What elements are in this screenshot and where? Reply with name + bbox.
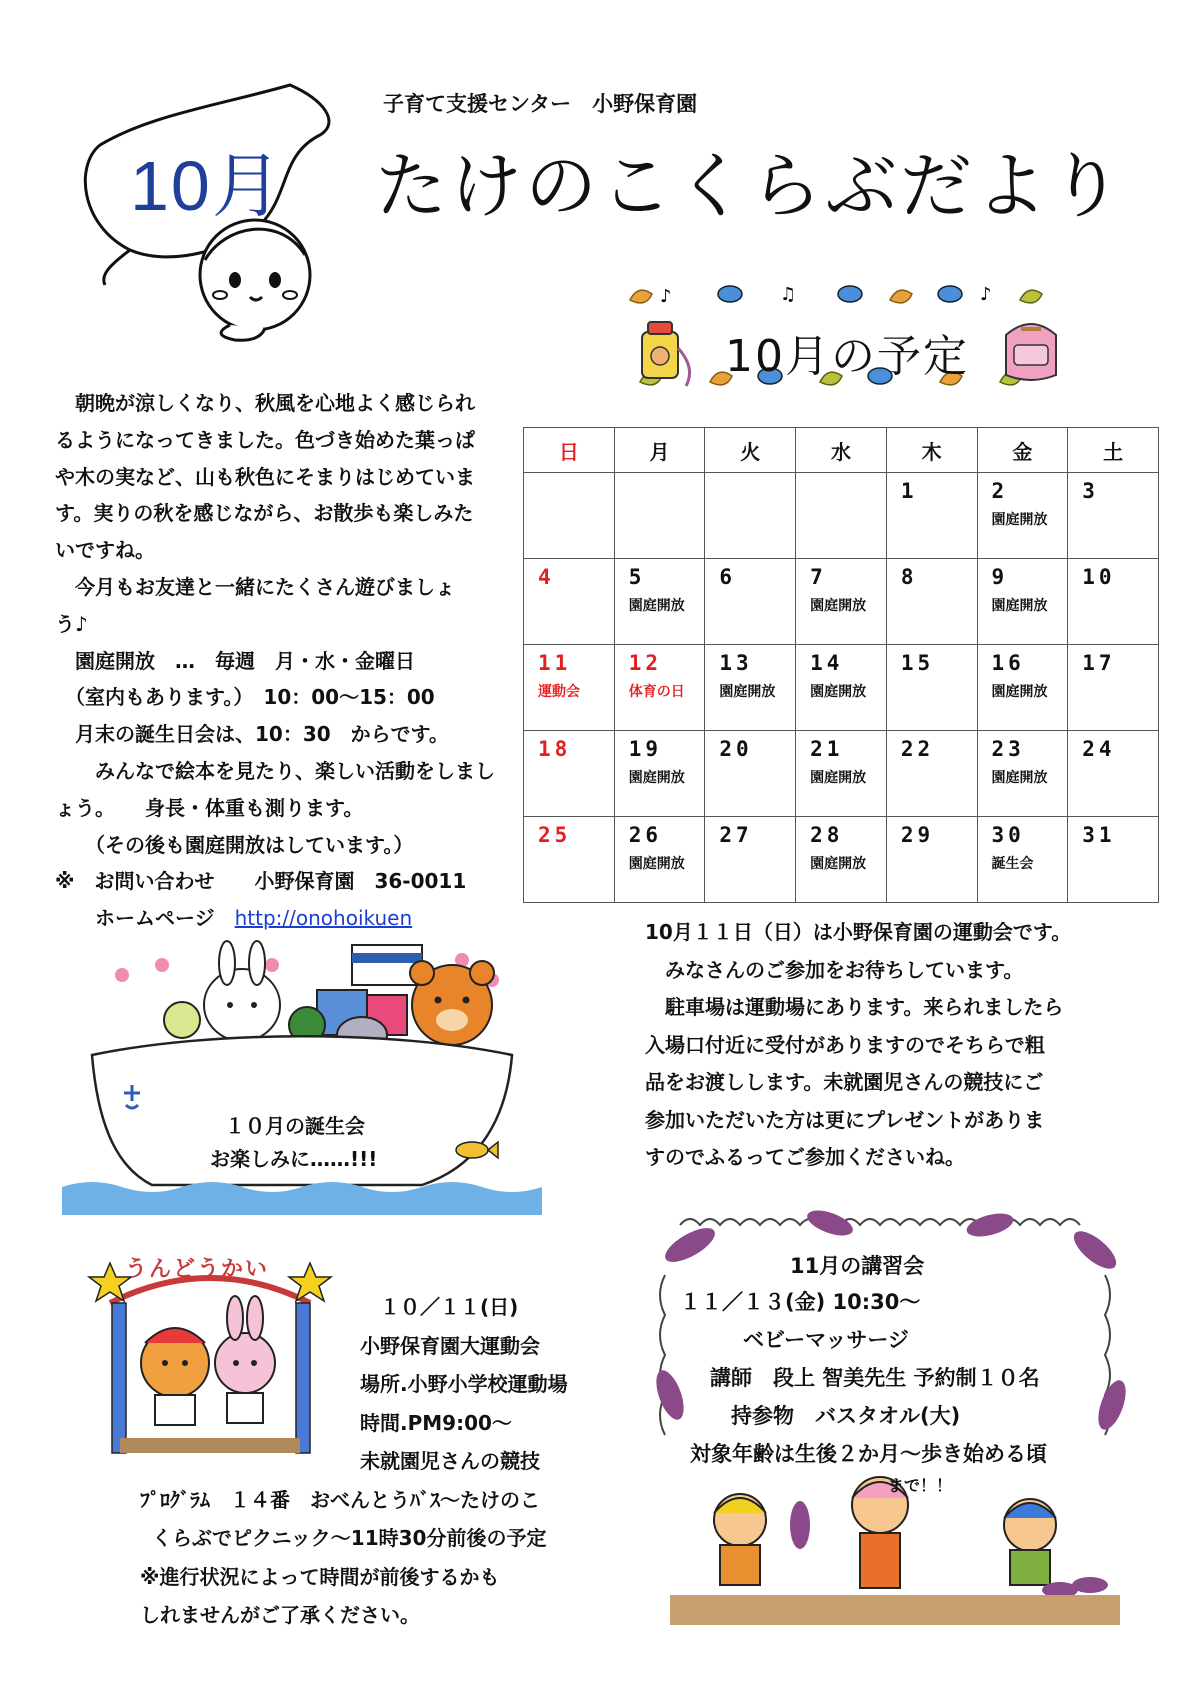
day-number: 13 [719, 651, 753, 675]
sports-line: ※進行状況によって時間が前後するかも [140, 1564, 500, 1589]
calendar-week-row [524, 473, 1159, 559]
weekday-header-row [524, 428, 1159, 473]
day-number: 2 [991, 479, 1009, 503]
day-event: 園庭開放 [991, 512, 1048, 528]
calendar-day-cell [1068, 559, 1159, 645]
day-number: 18 [538, 737, 572, 761]
water-bottle-icon [628, 318, 698, 388]
day-event [1068, 589, 1158, 595]
calendar-day-cell [1068, 817, 1159, 903]
notice-line: 品をお渡しします。未就園児さんの競技にご [645, 1070, 1044, 1094]
sports-line: ﾌﾟﾛｸﾞﾗﾑ １４番 おべんとうﾊﾞｽ～たけのこ [140, 1487, 540, 1512]
schedule-title: 10月の予定 [725, 331, 969, 382]
lecture-details [680, 1283, 1110, 1499]
lecture-line: ベビーマッサージ [680, 1328, 909, 1352]
notice-line: 10月１１日（日）は小野保育園の運動会です。 [645, 920, 1072, 944]
day-event [1068, 503, 1158, 509]
sports-line: 場所.小野小学校運動場 [320, 1372, 568, 1396]
day-event [1068, 847, 1158, 853]
intro-line: （室内もあります。） 10：00～15：00 [55, 685, 435, 710]
birthday-title: １０月の誕生会 [225, 1114, 365, 1138]
calendar-day-cell [796, 645, 887, 731]
intro-line: みんなで絵本を見たり、楽しい活動をしまし [55, 758, 495, 783]
svg-text:♪: ♪ [980, 284, 992, 305]
sports-line: くらぶでピクニック～11時30分前後の予定 [152, 1526, 547, 1550]
sports-line: 小野保育園大運動会 [320, 1333, 540, 1358]
weekday-fri: 金 [977, 428, 1068, 473]
weekday-sat: 土 [1068, 428, 1159, 473]
day-number: 6 [719, 565, 737, 589]
weekday-wed: 水 [796, 428, 887, 473]
calendar-body [524, 473, 1159, 903]
calendar-day-cell [614, 817, 705, 903]
day-number: 15 [900, 651, 935, 675]
day-event [887, 503, 977, 509]
calendar-day-cell [524, 473, 615, 559]
day-number: 27 [719, 823, 753, 847]
calendar-day-cell [977, 645, 1068, 731]
calendar-day-cell [705, 817, 796, 903]
day-number: 10 [1082, 565, 1116, 589]
intro-line: るようになってきました。色づき始めた葉っぱ [55, 427, 475, 452]
calendar-day-cell [1068, 731, 1159, 817]
calendar-week-row [524, 731, 1159, 817]
day-number: 3 [1082, 479, 1099, 503]
newsletter-title: たけのこくらぶだより [375, 144, 1126, 228]
day-number: 16 [991, 651, 1025, 675]
svg-text:♫: ♫ [780, 284, 797, 305]
calendar-day-cell [524, 731, 615, 817]
day-number: 20 [719, 737, 753, 761]
day-number: 14 [810, 651, 844, 675]
day-event: 園庭開放 [810, 684, 867, 700]
homepage-line [55, 900, 515, 937]
weekday-tue: 火 [705, 428, 796, 473]
day-event [524, 589, 614, 595]
intro-line: 月末の誕生日会は、10：30 からです。 [55, 722, 449, 747]
svg-text:♪: ♪ [660, 286, 672, 307]
day-event: 体育の日 [628, 684, 685, 700]
day-number: 12 [628, 651, 662, 675]
day-event [1068, 675, 1158, 681]
calendar-day-cell [796, 473, 887, 559]
calendar-day-cell [796, 559, 887, 645]
notice-line: 駐車場は運動場にあります。来られましたら [645, 995, 1064, 1019]
day-number: 23 [991, 737, 1025, 761]
calendar-day-cell [614, 731, 705, 817]
day-number: 7 [810, 565, 827, 589]
intro-text [55, 385, 515, 937]
calendar-day-cell [524, 645, 615, 731]
day-number: 28 [810, 823, 844, 847]
calendar-day-cell [977, 817, 1068, 903]
day-number: 11 [538, 651, 572, 675]
calendar-day-cell [886, 731, 977, 817]
calendar-day-cell [977, 473, 1068, 559]
day-event: 園庭開放 [991, 770, 1048, 786]
notice-line: みなさんのご参加をお待ちしています。 [645, 957, 1024, 982]
day-event: 園庭開放 [991, 684, 1048, 700]
day-event: 園庭開放 [719, 684, 776, 700]
lecture-line: まで！！ [680, 1476, 953, 1495]
birthday-ship-illustration [62, 935, 542, 1215]
weekday-thu: 木 [886, 428, 977, 473]
sports-line: 時間.PM9:00～ [320, 1410, 512, 1435]
sports-line: しれませんがご了承ください。 [140, 1603, 420, 1627]
lecture-line: １１／１３(金) 10:30～ [680, 1290, 921, 1314]
calendar-day-cell [796, 731, 887, 817]
calendar-day-cell [705, 559, 796, 645]
day-number: 22 [900, 737, 935, 761]
month-label: 10月 [130, 147, 284, 225]
day-number: 21 [810, 737, 844, 761]
calendar-week-row [524, 817, 1159, 903]
day-event [524, 847, 614, 853]
homepage-link[interactable]: http://onohoikuen [234, 906, 413, 931]
lecture-line: 対象年齢は生後２か月～歩き始める頃 [690, 1442, 1047, 1466]
day-number: 17 [1082, 651, 1116, 675]
calendar-day-cell [977, 559, 1068, 645]
calendar-day-cell [705, 731, 796, 817]
calendar-day-cell [977, 731, 1068, 817]
day-event: 園庭開放 [810, 770, 867, 786]
day-event [705, 479, 795, 485]
intro-line: ※ お問い合わせ 小野保育園 36-0011 [55, 869, 467, 894]
day-number: 4 [538, 565, 555, 589]
backpack-icon [996, 315, 1066, 387]
lecture-line: 講師 段上 智美先生 予約制１０名 [710, 1366, 1040, 1390]
notice-line: 入場口付近に受付がありますのでそちらで粗 [645, 1032, 1045, 1057]
calendar-day-cell [1068, 473, 1159, 559]
calendar-day-cell [614, 645, 705, 731]
lecture-title: 11月の講習会 [790, 1254, 925, 1278]
birthday-subtitle: お楽しみに……!!! [210, 1147, 378, 1171]
day-event: 運動会 [538, 684, 580, 700]
intro-line: 朝晩が涼しくなり、秋風を心地よく感じられ [55, 391, 475, 415]
calendar-day-cell [886, 473, 977, 559]
intro-line: いですね。 [55, 538, 155, 563]
calendar-week-row [524, 645, 1159, 731]
day-number: 9 [991, 565, 1009, 589]
day-event: 園庭開放 [810, 856, 867, 872]
day-event [705, 589, 795, 595]
intro-line: や木の実など、山も秋色にそまりはじめていま [55, 464, 475, 489]
homepage-label: ホームページ [55, 906, 235, 931]
day-event [705, 847, 795, 853]
sports-line: 未就園児さんの競技 [320, 1449, 540, 1473]
sports-day-banner: うんどうかい [125, 1257, 270, 1282]
calendar-day-cell [886, 559, 977, 645]
calendar-day-cell [705, 473, 796, 559]
day-event: 園庭開放 [810, 598, 867, 614]
sports-day-notice [645, 914, 1115, 1177]
calendar-day-cell [886, 817, 977, 903]
day-number: 24 [1082, 737, 1116, 761]
day-number: 26 [628, 823, 662, 847]
day-event: 園庭開放 [991, 598, 1048, 614]
day-event [615, 479, 705, 485]
day-number: 1 [900, 479, 918, 503]
intro-line: 園庭開放 … 毎週 月・水・金曜日 [55, 648, 415, 673]
calendar-day-cell [524, 559, 615, 645]
calendar-day-cell [614, 473, 705, 559]
day-event: 園庭開放 [628, 770, 685, 786]
weekday-sun: 日 [524, 428, 615, 473]
sports-day-details [140, 1288, 600, 1635]
day-event [796, 479, 886, 485]
sports-line: １０／１１(日) [320, 1295, 519, 1319]
calendar-day-cell [705, 645, 796, 731]
day-event: 園庭開放 [628, 856, 685, 872]
day-event [524, 761, 614, 767]
day-event [887, 589, 977, 595]
day-event: 誕生会 [991, 856, 1034, 872]
intro-line: う♪ [55, 611, 88, 636]
day-event [887, 847, 977, 853]
intro-line: ょう。 身長・体重も測ります。 [55, 795, 364, 820]
organization-name: 子育て支援センター 小野保育園 [383, 92, 698, 116]
day-event [1068, 761, 1158, 767]
calendar-day-cell [524, 817, 615, 903]
day-number: 8 [900, 565, 918, 589]
calendar-day-cell [614, 559, 705, 645]
notice-line: すのでふるってご参加くださいね。 [645, 1145, 965, 1169]
calendar-day-cell [1068, 645, 1159, 731]
october-calendar [523, 427, 1159, 903]
day-event [887, 761, 977, 767]
lecture-line: 持参物 バスタオル(大) [710, 1404, 961, 1428]
day-number: 29 [900, 823, 935, 847]
weekday-mon: 月 [614, 428, 705, 473]
calendar-day-cell [796, 817, 887, 903]
day-event [705, 761, 795, 767]
day-number: 30 [991, 823, 1025, 847]
intro-line: す。実りの秋を感じながら、お散歩も楽しみた [55, 501, 474, 526]
day-event [524, 479, 614, 485]
intro-line: （その後も園庭開放はしています。） [55, 832, 414, 857]
day-event: 園庭開放 [628, 598, 685, 614]
calendar-day-cell [886, 645, 977, 731]
calendar-week-row [524, 559, 1159, 645]
day-number: 31 [1082, 823, 1116, 847]
day-number: 19 [628, 737, 662, 761]
notice-line: 参加いただいた方は更にプレゼントがありま [645, 1107, 1045, 1132]
day-number: 25 [538, 823, 572, 847]
day-event [887, 675, 977, 681]
day-number: 5 [628, 565, 646, 589]
intro-line: 今月もお友達と一緒にたくさん遊びましょ [55, 574, 455, 599]
